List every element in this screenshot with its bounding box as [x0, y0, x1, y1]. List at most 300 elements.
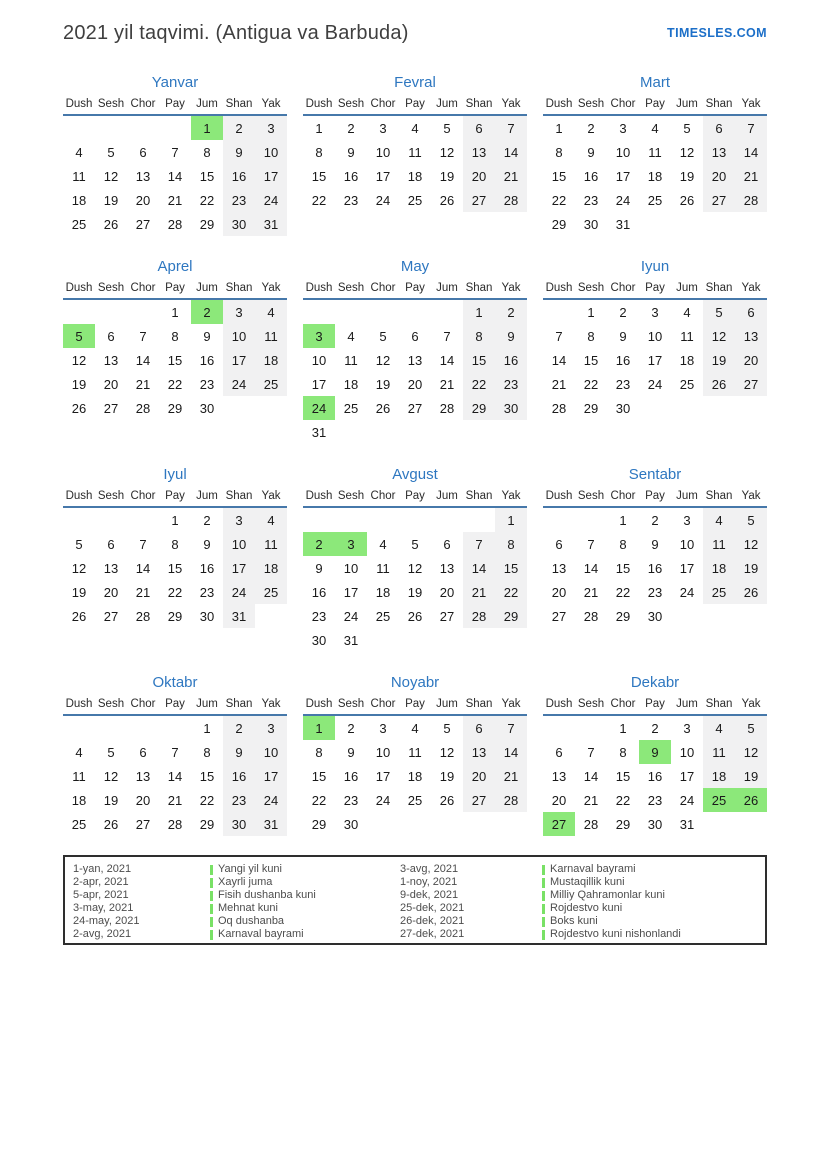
- day-cell: 10: [343, 560, 359, 576]
- day-cell: 26: [735, 788, 767, 812]
- page-title: 2021 yil taqvimi. (Antigua va Barbuda): [63, 22, 409, 44]
- weekday-header: Sesh: [337, 282, 365, 294]
- day-cell: 8: [619, 536, 627, 552]
- legend-label: Karnaval bayrami: [550, 863, 636, 875]
- weekday-header: Pay: [165, 490, 185, 502]
- weekday-header: Chor: [370, 490, 396, 502]
- day-cell: 14: [495, 740, 527, 764]
- day-cell: 12: [735, 740, 767, 764]
- day-cell: 5: [735, 507, 767, 532]
- day-cell: 28: [167, 216, 183, 232]
- weekday-header: Dush: [545, 282, 573, 294]
- day-cell: 3: [223, 507, 255, 532]
- day-cell: 25: [703, 580, 735, 604]
- day-cell: 22: [311, 792, 327, 808]
- legend-label: Fisih dushanba kuni: [218, 889, 316, 901]
- legend-label: Rojdestvo kuni nishonlandi: [550, 928, 681, 940]
- month-oktabr: [63, 674, 287, 836]
- day-cell: 30: [583, 216, 599, 232]
- day-cell: 4: [411, 720, 419, 736]
- legend-row: [65, 889, 392, 902]
- day-cell: 11: [72, 768, 86, 784]
- day-cell: 14: [167, 768, 183, 784]
- day-cell: 17: [679, 560, 695, 576]
- day-cell: 11: [680, 328, 694, 344]
- day-cell: 28: [167, 816, 183, 832]
- day-cell: 9: [619, 328, 627, 344]
- day-cell: 11: [703, 740, 735, 764]
- day-cell: 13: [551, 560, 567, 576]
- day-cell: 15: [551, 168, 567, 184]
- day-cell: 28: [735, 188, 767, 212]
- day-cell: 23: [223, 188, 255, 212]
- legend-date: 5-apr, 2021: [73, 889, 129, 901]
- day-cell: 5: [75, 536, 83, 552]
- day-cell: 24: [679, 792, 695, 808]
- day-cell: 18: [255, 348, 287, 372]
- empty-cell: [223, 396, 255, 420]
- day-cell: 26: [103, 816, 119, 832]
- weekday-header: Pay: [645, 490, 665, 502]
- day-cell: 17: [255, 164, 287, 188]
- month-title[interactable]: Fevral: [394, 74, 436, 91]
- holiday-marker-bar: [542, 891, 545, 901]
- day-cell: 30: [199, 608, 215, 624]
- day-cell: 1: [555, 120, 563, 136]
- day-cell: 15: [495, 556, 527, 580]
- empty-cell: [127, 715, 159, 740]
- day-cell: 9: [639, 740, 671, 764]
- day-cell: 28: [463, 604, 495, 628]
- day-cell: 19: [735, 556, 767, 580]
- day-cell: 12: [71, 560, 87, 576]
- weekday-header: Sesh: [577, 282, 605, 294]
- day-cell: 13: [463, 740, 495, 764]
- day-cell: 18: [647, 168, 663, 184]
- day-cell: 18: [703, 556, 735, 580]
- day-cell: 9: [347, 744, 355, 760]
- weekday-header: Dush: [305, 282, 333, 294]
- day-cell: 24: [375, 192, 391, 208]
- legend-row: [392, 915, 762, 928]
- day-cell: 5: [443, 120, 451, 136]
- weekday-header: Shan: [705, 698, 733, 710]
- weekday-header: Pay: [405, 282, 425, 294]
- day-cell: 24: [255, 788, 287, 812]
- day-cell: 24: [223, 580, 255, 604]
- day-cell: 27: [439, 608, 455, 624]
- legend-date: 1-yan, 2021: [73, 863, 132, 875]
- empty-cell: [463, 812, 495, 836]
- day-cell: 20: [463, 164, 495, 188]
- month-title[interactable]: Oktabr: [152, 674, 198, 691]
- day-cell: 9: [203, 328, 211, 344]
- day-cell: 26: [407, 608, 423, 624]
- day-cell: 26: [439, 792, 455, 808]
- day-cell: 3: [683, 512, 691, 528]
- day-cell: 6: [139, 144, 147, 160]
- day-cell: 22: [167, 584, 183, 600]
- day-cell: 3: [379, 120, 387, 136]
- day-cell: 11: [408, 144, 422, 160]
- day-cell: 12: [439, 744, 455, 760]
- empty-cell: [255, 604, 287, 628]
- legend-row: [392, 928, 762, 941]
- legend-label: Yangi yil kuni: [218, 863, 282, 875]
- empty-cell: [95, 715, 127, 740]
- day-cell: 4: [347, 328, 355, 344]
- day-cell: 2: [619, 304, 627, 320]
- day-cell: 31: [343, 632, 359, 648]
- weekday-header: Shan: [465, 282, 493, 294]
- day-cell: 13: [407, 352, 423, 368]
- day-cell: 3: [683, 720, 691, 736]
- day-cell: 3: [335, 532, 367, 556]
- weekday-header: Yak: [501, 698, 521, 710]
- day-cell: 4: [703, 715, 735, 740]
- day-cell: 12: [407, 560, 423, 576]
- empty-cell: [543, 507, 575, 532]
- weekday-header: Chor: [130, 698, 156, 710]
- day-cell: 16: [343, 168, 359, 184]
- day-cell: 28: [495, 188, 527, 212]
- day-cell: 14: [463, 556, 495, 580]
- month-sentabr: [543, 466, 767, 652]
- day-cell: 8: [463, 324, 495, 348]
- day-cell: 20: [103, 584, 119, 600]
- weekday-header: Dush: [65, 282, 93, 294]
- day-cell: 29: [495, 604, 527, 628]
- weekday-header: Chor: [130, 282, 156, 294]
- day-cell: 16: [615, 352, 631, 368]
- weekday-header: Chor: [130, 98, 156, 110]
- day-cell: 4: [411, 120, 419, 136]
- day-cell: 28: [583, 608, 599, 624]
- legend-row: [392, 863, 762, 876]
- day-cell: 18: [407, 168, 423, 184]
- day-cell: 5: [107, 144, 115, 160]
- month-iyul: [63, 466, 287, 652]
- weekday-header: Yak: [501, 282, 521, 294]
- day-cell: 24: [679, 584, 695, 600]
- empty-cell: [127, 115, 159, 140]
- day-cell: 2: [303, 532, 335, 556]
- day-cell: 30: [495, 396, 527, 420]
- day-cell: 6: [139, 744, 147, 760]
- empty-cell: [735, 812, 767, 836]
- day-cell: 2: [203, 512, 211, 528]
- day-cell: 2: [587, 120, 595, 136]
- day-cell: 21: [167, 192, 183, 208]
- day-cell: 26: [103, 216, 119, 232]
- legend-row: [65, 863, 392, 876]
- holiday-marker-bar: [210, 878, 213, 888]
- day-cell: 31: [223, 604, 255, 628]
- day-cell: 7: [139, 536, 147, 552]
- empty-cell: [367, 299, 399, 324]
- empty-cell: [399, 420, 431, 444]
- day-cell: 23: [223, 788, 255, 812]
- day-cell: 29: [551, 216, 567, 232]
- day-cell: 12: [71, 352, 87, 368]
- empty-cell: [735, 604, 767, 628]
- day-cell: 17: [615, 168, 631, 184]
- day-cell: 7: [495, 715, 527, 740]
- weekday-header: Dush: [545, 698, 573, 710]
- day-cell: 13: [463, 140, 495, 164]
- empty-cell: [367, 812, 399, 836]
- weekday-header: Chor: [370, 282, 396, 294]
- weekday-header: Pay: [165, 282, 185, 294]
- weekday-header: Dush: [545, 490, 573, 502]
- day-cell: 3: [255, 715, 287, 740]
- day-cell: 29: [167, 608, 183, 624]
- weekday-header: Chor: [610, 490, 636, 502]
- day-cell: 25: [703, 788, 735, 812]
- day-cell: 9: [315, 560, 323, 576]
- day-cell: 22: [167, 376, 183, 392]
- month-title[interactable]: Avgust: [392, 466, 438, 483]
- day-cell: 4: [75, 144, 83, 160]
- day-cell: 31: [615, 216, 631, 232]
- weekday-header: Pay: [405, 98, 425, 110]
- day-cell: 7: [587, 744, 595, 760]
- day-cell: 27: [463, 188, 495, 212]
- legend-date: 9-dek, 2021: [400, 889, 459, 901]
- day-cell: 16: [199, 352, 215, 368]
- day-cell: 19: [703, 348, 735, 372]
- day-cell: 7: [463, 532, 495, 556]
- month-aprel: [63, 258, 287, 444]
- weekday-header: Sesh: [337, 698, 365, 710]
- day-cell: 26: [735, 580, 767, 604]
- holiday-marker-bar: [542, 878, 545, 888]
- day-cell: 24: [375, 792, 391, 808]
- weekday-header: Sesh: [337, 490, 365, 502]
- day-cell: 9: [223, 140, 255, 164]
- site-link[interactable]: TIMESLES.COM: [667, 26, 767, 40]
- day-cell: 2: [495, 299, 527, 324]
- day-cell: 31: [679, 816, 695, 832]
- empty-cell: [703, 396, 735, 420]
- month-title[interactable]: Dekabr: [630, 674, 680, 691]
- empty-cell: [543, 299, 575, 324]
- empty-cell: [335, 299, 367, 324]
- day-cell: 1: [619, 512, 627, 528]
- day-cell: 15: [615, 560, 631, 576]
- day-cell: 28: [495, 788, 527, 812]
- day-cell: 8: [203, 744, 211, 760]
- legend-column-right: [392, 863, 762, 943]
- day-cell: 7: [495, 115, 527, 140]
- day-cell: 21: [495, 164, 527, 188]
- day-cell: 8: [171, 536, 179, 552]
- weekday-header: Pay: [165, 98, 185, 110]
- day-cell: 24: [343, 608, 359, 624]
- legend-date: 2-apr, 2021: [73, 876, 129, 888]
- weekday-header: Pay: [645, 698, 665, 710]
- day-cell: 21: [583, 584, 599, 600]
- legend-date: 3-may, 2021: [73, 902, 134, 914]
- month-title[interactable]: May: [400, 258, 430, 275]
- day-cell: 20: [551, 792, 567, 808]
- day-cell: 30: [199, 400, 215, 416]
- day-cell: 8: [555, 144, 563, 160]
- day-cell: 1: [619, 720, 627, 736]
- weekday-header: Jum: [676, 490, 698, 502]
- weekday-header: Shan: [705, 282, 733, 294]
- weekday-header: Chor: [610, 98, 636, 110]
- day-cell: 6: [703, 115, 735, 140]
- day-cell: 6: [107, 536, 115, 552]
- day-cell: 23: [647, 792, 663, 808]
- day-cell: 1: [191, 115, 223, 140]
- month-title[interactable]: Sentabr: [628, 466, 682, 483]
- empty-cell: [159, 115, 191, 140]
- day-cell: 4: [703, 507, 735, 532]
- day-cell: 27: [463, 788, 495, 812]
- weekday-header: Sesh: [337, 98, 365, 110]
- legend-label: Mustaqillik kuni: [550, 876, 625, 888]
- day-cell: 13: [135, 168, 151, 184]
- day-cell: 7: [587, 536, 595, 552]
- day-cell: 5: [107, 744, 115, 760]
- day-cell: 19: [439, 168, 455, 184]
- weekday-header: Pay: [165, 698, 185, 710]
- day-cell: 29: [583, 400, 599, 416]
- legend-label: Boks kuni: [550, 915, 598, 927]
- day-cell: 28: [551, 400, 567, 416]
- day-cell: 27: [551, 608, 567, 624]
- day-cell: 10: [615, 144, 631, 160]
- day-cell: 19: [71, 584, 87, 600]
- empty-cell: [463, 507, 495, 532]
- day-cell: 5: [735, 715, 767, 740]
- day-cell: 19: [735, 764, 767, 788]
- day-cell: 24: [647, 376, 663, 392]
- month-may: [303, 258, 527, 444]
- day-cell: 28: [135, 608, 151, 624]
- empty-cell: [431, 299, 463, 324]
- day-cell: 11: [255, 324, 287, 348]
- empty-cell: [367, 628, 399, 652]
- day-cell: 5: [703, 299, 735, 324]
- holiday-marker-bar: [210, 917, 213, 927]
- weekday-header: Yak: [741, 98, 761, 110]
- day-cell: 30: [647, 608, 663, 624]
- day-cell: 30: [343, 816, 359, 832]
- day-cell: 4: [75, 744, 83, 760]
- day-cell: 2: [347, 120, 355, 136]
- month-fevral: [303, 74, 527, 236]
- day-cell: 21: [583, 792, 599, 808]
- day-cell: 11: [648, 144, 662, 160]
- day-cell: 22: [199, 192, 215, 208]
- empty-cell: [255, 396, 287, 420]
- day-cell: 7: [171, 744, 179, 760]
- day-cell: 6: [107, 328, 115, 344]
- weekday-header: Shan: [465, 490, 493, 502]
- weekday-header: Sesh: [577, 98, 605, 110]
- empty-cell: [367, 507, 399, 532]
- day-cell: 7: [555, 328, 563, 344]
- day-cell: 17: [375, 768, 391, 784]
- month-title[interactable]: Mart: [640, 74, 670, 91]
- weekday-header: Jum: [196, 490, 218, 502]
- day-cell: 1: [587, 304, 595, 320]
- weekday-header: Sesh: [97, 490, 125, 502]
- day-cell: 10: [255, 140, 287, 164]
- day-cell: 4: [379, 536, 387, 552]
- day-cell: 19: [103, 192, 119, 208]
- day-cell: 23: [343, 192, 359, 208]
- day-cell: 22: [463, 372, 495, 396]
- day-cell: 23: [647, 584, 663, 600]
- day-cell: 21: [495, 764, 527, 788]
- day-cell: 3: [303, 324, 335, 348]
- weekday-header: Dush: [305, 98, 333, 110]
- day-cell: 27: [703, 188, 735, 212]
- day-cell: 3: [619, 120, 627, 136]
- day-cell: 9: [587, 144, 595, 160]
- legend-row: [65, 876, 392, 889]
- day-cell: 28: [583, 816, 599, 832]
- day-cell: 10: [375, 744, 391, 760]
- day-cell: 16: [647, 768, 663, 784]
- month-title[interactable]: Yanvar: [151, 74, 199, 91]
- day-cell: 14: [735, 140, 767, 164]
- day-cell: 27: [135, 816, 151, 832]
- day-cell: 14: [135, 352, 151, 368]
- month-title[interactable]: Aprel: [157, 258, 193, 275]
- day-cell: 31: [311, 424, 327, 440]
- day-cell: 25: [407, 792, 423, 808]
- month-title[interactable]: Noyabr: [390, 674, 440, 691]
- month-title[interactable]: Iyul: [163, 466, 187, 483]
- day-cell: 25: [375, 608, 391, 624]
- empty-cell: [399, 628, 431, 652]
- day-cell: 5: [683, 120, 691, 136]
- weekday-header: Dush: [65, 698, 93, 710]
- day-cell: 31: [255, 812, 287, 836]
- legend-label: Rojdestvo kuni: [550, 902, 623, 914]
- legend-date: 1-noy, 2021: [400, 876, 458, 888]
- day-cell: 23: [343, 792, 359, 808]
- day-cell: 24: [615, 192, 631, 208]
- month-title[interactable]: Iyun: [640, 258, 670, 275]
- month-noyabr: [303, 674, 527, 836]
- empty-cell: [431, 812, 463, 836]
- weekday-header: Shan: [465, 98, 493, 110]
- day-cell: 30: [615, 400, 631, 416]
- day-cell: 18: [375, 584, 391, 600]
- empty-cell: [399, 299, 431, 324]
- empty-cell: [95, 507, 127, 532]
- weekday-header: Dush: [65, 98, 93, 110]
- empty-cell: [463, 420, 495, 444]
- day-cell: 2: [651, 512, 659, 528]
- day-cell: 15: [583, 352, 599, 368]
- day-cell: 11: [344, 352, 358, 368]
- empty-cell: [63, 715, 95, 740]
- day-cell: 30: [647, 816, 663, 832]
- day-cell: 29: [311, 816, 327, 832]
- empty-cell: [303, 299, 335, 324]
- day-cell: 1: [495, 507, 527, 532]
- weekday-header: Yak: [261, 698, 281, 710]
- day-cell: 9: [203, 536, 211, 552]
- weekday-header: Jum: [436, 490, 458, 502]
